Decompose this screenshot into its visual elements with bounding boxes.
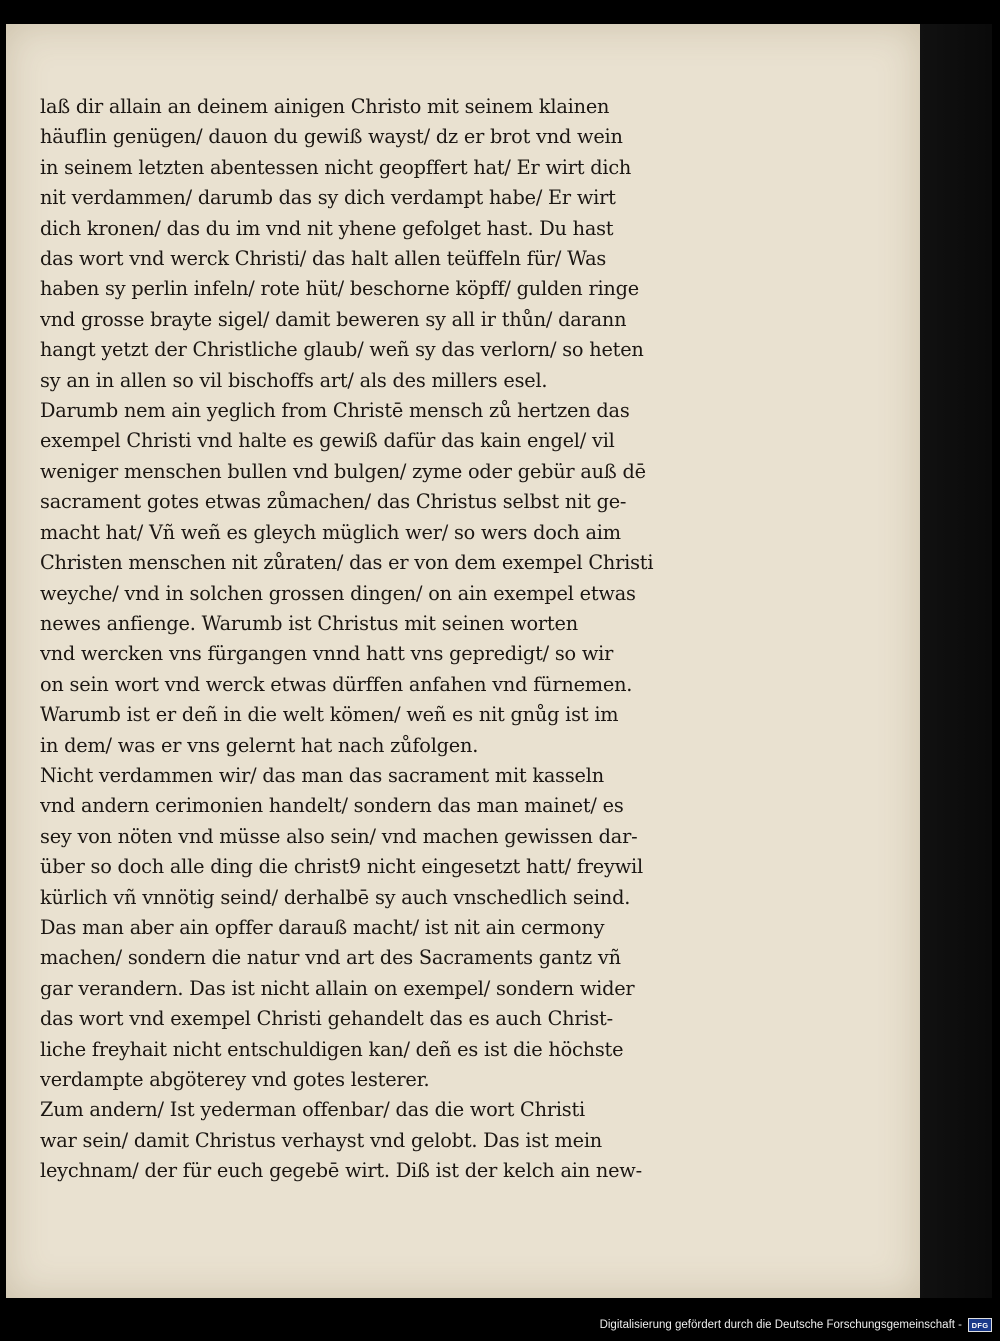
text-line: über so doch alle ding die christ9 nicht eingesetzt hatt/ freywil (40, 855, 643, 879)
text-line: sey von nöten vnd müsse also sein/ vnd machen gewissen dar- (40, 824, 638, 848)
text-line: sy an in allen so vil bischoffs art/ als des millers esel. (40, 368, 548, 392)
text-line: das wort vnd werck Christi/ das halt allen teüffeln für/ Was (40, 247, 607, 271)
text-line: on sein wort vnd werck etwas dürffen anfahen vnd fürnemen. (40, 672, 633, 696)
text-line: Christen menschen nit zůraten/ das er von dem exempel Christi (40, 551, 654, 575)
text-line: leychnam/ der für euch gegebē wirt. Diß ist der kelch ain new- (40, 1159, 642, 1183)
page-text (40, 92, 730, 1187)
page-gutter (920, 24, 992, 1298)
text-line: weyche/ vnd in solchen grossen dingen/ on ain exempel etwas (40, 581, 636, 605)
credit-text: Digitalisierung gefördert durch die Deutsche Forschungsgemeinschaft - (599, 1319, 962, 1331)
text-line: häuflin genügen/ dauon du gewiß wayst/ dz er brot vnd wein (40, 125, 623, 149)
text-line: das wort vnd exempel Christi gehandelt das es auch Christ- (40, 1007, 613, 1031)
text-line: vnd wercken vns fürgangen vnnd hatt vns gepredigt/ so wir (40, 642, 614, 666)
digitization-credit (600, 1313, 992, 1337)
text-line: laß dir allain an deinem ainigen Christo mit seinem klainen (40, 95, 610, 118)
text-line: Zum andern/ Ist yederman offenbar/ das die wort Christi (40, 1098, 586, 1122)
text-line: machen/ sondern die natur vnd art des Sacraments gantz vñ (40, 946, 621, 970)
text-line: in seinem letzten abentessen nicht geopffert hat/ Er wirt dich (40, 155, 632, 179)
text-line: exempel Christi vnd halte es gewiß dafür das kain engel/ vil (40, 429, 615, 453)
text-line: verdampte abgöterey vnd gotes lesterer. (40, 1068, 430, 1091)
text-line: kürlich vñ vnnötig seind/ derhalbē sy auch vnschedlich seind. (40, 885, 631, 909)
text-line: Das man aber ain opffer darauß macht/ ist nit ain cermony (40, 915, 605, 939)
text-line: sacrament gotes etwas zůmachen/ das Christus selbst nit ge- (40, 490, 627, 514)
text-line: weniger menschen bullen vnd bulgen/ zyme oder gebür auß dē (40, 459, 646, 483)
text-line: in dem/ was er vns gelernt hat nach zůfolgen. (40, 733, 479, 757)
book-page (6, 24, 920, 1298)
text-line: vnd grosse brayte sigel/ damit beweren sy all ir thůn/ darann (40, 307, 627, 331)
text-line: Nicht verdammen wir/ das man das sacrament mit kasseln (40, 763, 604, 787)
text-line: nit verdammen/ darumb das sy dich verdampt habe/ Er wirt (40, 186, 616, 210)
dfg-logo: DFG (968, 1318, 992, 1332)
text-line: gar verandern. Das ist nicht allain on exempel/ sondern wider (40, 976, 635, 1000)
text-line: haben sy perlin infeln/ rote hüt/ beschorne köpff/ gulden ringe (40, 277, 640, 301)
text-line: Darumb nem ain yeglich from Christē mensch zů hertzen das (40, 399, 630, 423)
text-line: Warumb ist er deñ in die welt kömen/ weñ es nit gnůg ist im (40, 703, 619, 727)
text-line: vnd andern cerimonien handelt/ sondern das man mainet/ es (40, 794, 624, 818)
text-line: macht hat/ Vñ weñ es gleych müglich wer/ so wers doch aim (40, 520, 621, 544)
text-line: newes anfienge. Warumb ist Christus mit seinen worten (40, 611, 578, 635)
text-line: hangt yetzt der Christliche glaub/ weñ sy das verlorn/ so heten (40, 338, 644, 362)
text-line: dich kronen/ das du im vnd nit yhene gefolget hast. Du hast (40, 216, 614, 240)
text-line: liche freyhait nicht entschuldigen kan/ deñ es ist die höchste (40, 1037, 624, 1061)
text-line: war sein/ damit Christus verhayst vnd gelobt. Das ist mein (40, 1128, 603, 1152)
